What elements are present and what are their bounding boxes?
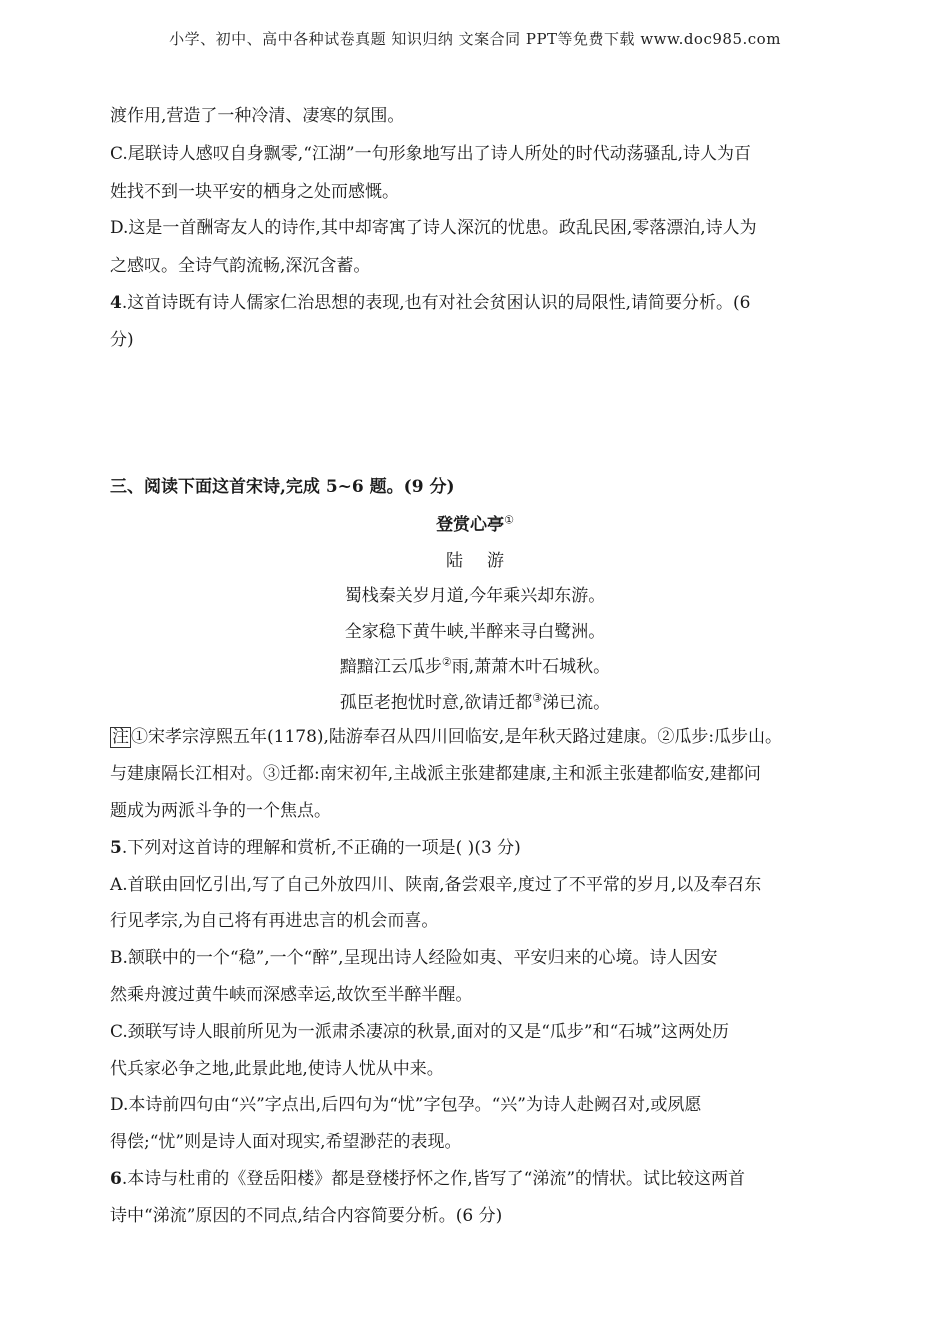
q5-option-a-line-1: A.首联由回忆引出,写了自己外放四川、陕南,备尝艰辛,度过了不平常的岁月,以及奉召东	[110, 875, 762, 895]
notes-line-2: 与建康隔长江相对。③迁都:南宋初年,主战派主张建都建康,主和派主张建都临安,建都问	[110, 764, 761, 784]
poem-title-text: 登赏心亭	[436, 515, 505, 535]
question-4-text: .这首诗既有诗人儒家仁治思想的表现,也有对社会贫困认识的局限性,请简要分析。(6	[121, 293, 751, 313]
question-5-stem	[110, 837, 845, 859]
question-6-number: 6	[110, 1169, 122, 1189]
notes-line-3: 题成为两派斗争的一个焦点。	[110, 801, 331, 821]
q5-option-a-line-2: 行见孝宗,为自己将有再进忠言的机会而喜。	[110, 911, 439, 931]
page-header: 小学、初中、高中各种试卷真题 知识归纳 文案合同 PPT等免费下载 www.doc985.com	[169, 30, 781, 48]
notes-text-1: ①宋孝宗淳熙五年(1178),陆游奉召从四川回临安,是年秋天路过建康。②瓜步:瓜步山。	[131, 727, 783, 747]
question-5-number: 5	[110, 838, 122, 858]
q5-option-c-line-2: 代兵家必争之地,此景此地,使诗人忧从中来。	[110, 1059, 444, 1079]
q5-option-d-line-2: 得偿;“忧”则是诗人面对现实,希望渺茫的表现。	[110, 1132, 462, 1152]
poem-line-4: 孤臣老抱忧时意,欲请迁都③涕已流。	[339, 691, 611, 713]
q5-option-b-line-1: B.颔联中的一个“稳”,一个“醉”,呈现出诗人经险如夷、平安归来的心境。诗人因安	[110, 948, 718, 968]
poem-line-3: 黯黯江云瓜步②雨,萧萧木叶石城秋。	[339, 655, 611, 677]
q5-option-c-line-1: C.颈联写诗人眼前所见为一派肃杀凄凉的秋景,面对的又是“瓜步”和“石城”这两处历	[110, 1022, 729, 1042]
question-6-line-2: 诗中“涕流”原因的不同点,结合内容简要分析。(6 分)	[110, 1206, 503, 1226]
option-d-line-2: 之感叹。全诗气韵流畅,深沉含蓄。	[110, 256, 371, 276]
question-4-line-1	[110, 292, 845, 314]
poem-author: 陆游	[446, 551, 528, 571]
poem-title-note: ①	[504, 513, 514, 527]
question-6-text: .本诗与杜甫的《登岳阳楼》都是登楼抒怀之作,皆写了“涕流”的情状。试比较这两首	[121, 1169, 746, 1189]
q5-option-d-line-1: D.本诗前四句由“兴”字点出,后四句为“忧”字包孕。“兴”为诗人赴阙召对,或夙愿	[110, 1095, 702, 1115]
question-4-line-2: 分)	[110, 330, 134, 350]
q5-option-b-line-2: 然乘舟渡过黄牛峡而深感幸运,故饮至半醉半醒。	[110, 985, 473, 1005]
note-ref-2: ②	[441, 655, 452, 669]
question-6-line-1	[110, 1168, 845, 1190]
poem-author-line	[0, 546, 950, 571]
section-heading: 三、阅读下面这首宋诗,完成 5~6 题。(9 分)	[110, 477, 455, 497]
option-d-line-1: D.这是一首酬寄友人的诗作,其中却寄寓了诗人深沉的忧患。政乱民困,零落漂泊,诗人为	[110, 218, 757, 238]
note-label: 注	[112, 727, 129, 747]
poem-title	[0, 510, 950, 535]
option-c-line-1: C.尾联诗人感叹自身飘零,“江湖”一句形象地写出了诗人所处的时代动荡骚乱,诗人为百	[110, 144, 751, 164]
option-b-tail: 渡作用,营造了一种冷清、凄寒的氛围。	[110, 106, 405, 126]
question-5-text: .下列对这首诗的理解和赏析,不正确的一项是( )(3 分)	[121, 838, 521, 858]
notes-line-1	[110, 726, 845, 748]
poem-line-2: 全家稳下黄牛峡,半醉来寻白鹭洲。	[344, 622, 606, 642]
option-c-line-2: 姓找不到一块平安的栖身之处而感慨。	[110, 182, 399, 202]
note-ref-3: ③	[532, 691, 543, 705]
question-4-number: 4	[110, 293, 122, 313]
poem-line-1: 蜀栈秦关岁月道,今年乘兴却东游。	[344, 586, 606, 606]
